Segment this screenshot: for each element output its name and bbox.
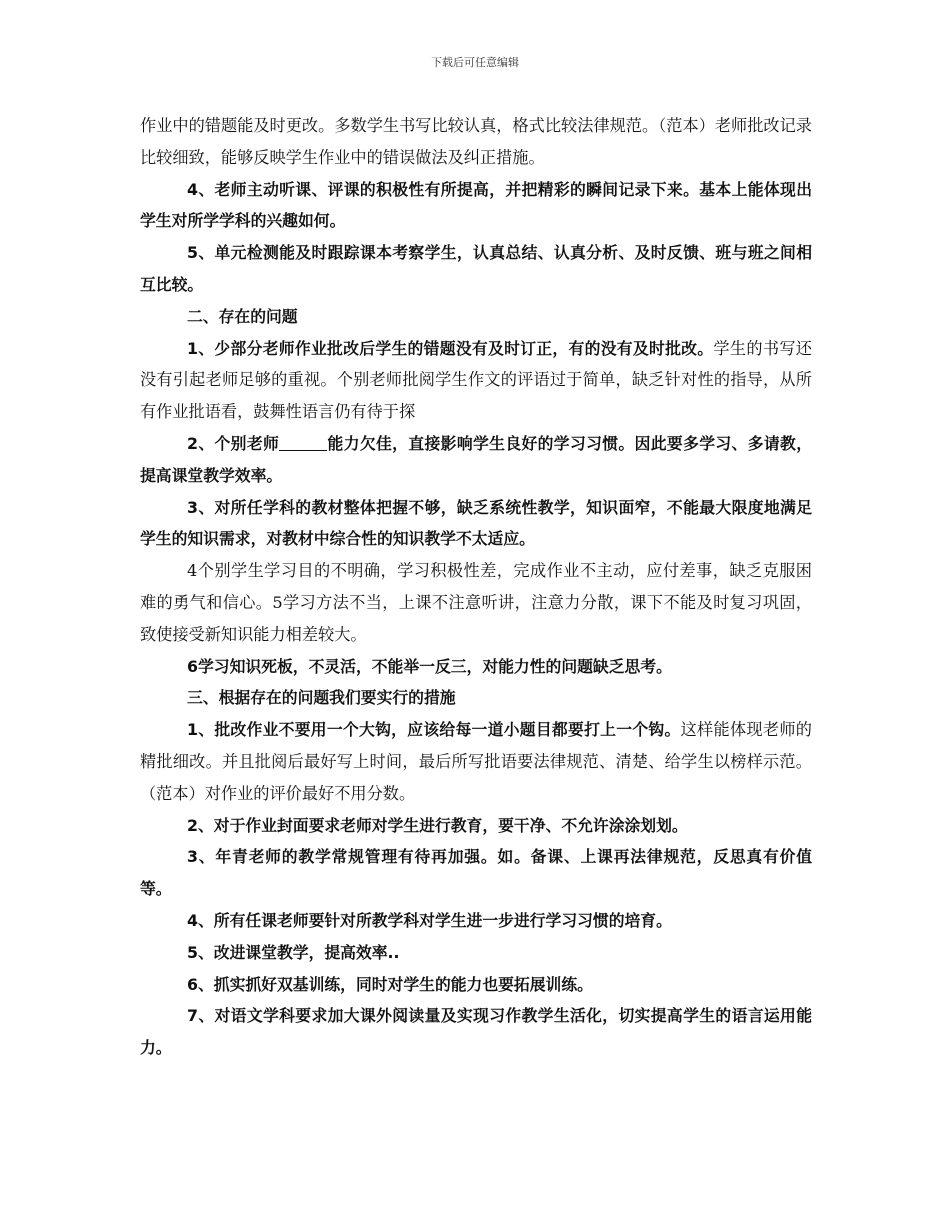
page-header: 下载后可任意编辑 [431, 56, 519, 69]
fill-in-blank-line [279, 434, 327, 451]
problem-2-text-before-blank: 2、个别老师 [187, 433, 280, 453]
problem-1-normal-text: 学生的书写还没有引起老师足够的重视。个别老师批阅学生作文的评语过于简单，缺乏针对性的指导，从所有作业批语看，鼓舞性语言仍有待于探 [140, 338, 812, 422]
paragraph-problem-4-5: 4个别学生学习目的不明确，学习积极性差，完成作业不主动，应付差事，缺乏克服困难的勇气和信心。5学习方法不当，上课不注意听讲，注意力分散，课下不能及时复习巩固，致使接受新知识能力相差较大。 [140, 561, 812, 644]
paragraph-measure-2: 2、对于作业封面要求老师对学生进行教育，要干净、不允许涂涂划划。 [187, 815, 688, 835]
measure-1-bold-text: 1、批改作业不要用一个大钩，应该给每一道小题目都要打上一个钩。 [187, 720, 681, 740]
measure-1-normal-text: 这样能体现老师的精批细改。并且批阅后最好写上时间，最后所写批语要法律规范、清楚、给学生以榜样示范。（范本）对作业的评价最好不用分数。 [140, 720, 812, 803]
paragraph-measure-6: 6、抓实抓好双基训练，同时对学生的能力也要拓展训练。 [187, 974, 593, 994]
document-body [140, 110, 812, 1064]
section-heading-measures: 三、根据存在的问题我们要实行的措施 [187, 688, 456, 708]
paragraph-problem-6: 6学习知识死板，不灵活，不能举一反三，对能力性的问题缺乏思考。 [187, 656, 672, 676]
paragraph-measure-5: 5、改进课堂教学，提高效率.. [187, 942, 400, 962]
paragraph-measure-4: 4、所有任课老师要针对所教学科对学生进一步进行学习习惯的培育。 [187, 910, 672, 930]
paragraph-homework-correction: 作业中的错题能及时更改。多数学生书写比较认真，格式比较法律规范。（范本）老师批改记录比较细致，能够反映学生作业中的错误做法及纠正措施。 [140, 116, 812, 167]
section-heading-problems: 二、存在的问题 [187, 306, 298, 326]
paragraph-point-4-lesson-observation: 4、老师主动听课、评课的积极性有所提高，并把精彩的瞬间记录下来。基本上能体现出学生对所学学科的兴趣如何。 [140, 179, 812, 231]
paragraph-measure-7: 7、对语文学科要求加大课外阅读量及实现习作教学生活化，切实提高学生的语言运用能力。 [140, 1006, 812, 1058]
problem-2-text-after-blank: 能力欠佳，直接影响学生良好的学习习惯。因此要多学习、多请教，提高课堂教学效率。 [140, 433, 812, 485]
paragraph-measure-3: 3、年青老师的教学常规管理有待再加强。如。备课、上课再法律规范，反思真有价值等。 [140, 847, 812, 899]
problem-1-bold-text: 1、少部分老师作业批改后学生的错题没有及时订正，有的没有及时批改。 [187, 338, 714, 358]
paragraph-problem-1 [140, 333, 812, 428]
paragraph-measure-1 [140, 714, 812, 809]
paragraph-point-5-unit-test: 5、单元检测能及时跟踪课本考察学生，认真总结、认真分析、及时反馈、班与班之间相互比较。 [140, 243, 812, 294]
paragraph-problem-2 [140, 428, 812, 492]
paragraph-problem-3: 3、对所任学科的教材整体把握不够，缺乏系统性教学，知识面窄，不能最大限度地满足学生的知识需求，对教材中综合性的知识教学不太适应。 [140, 497, 812, 549]
